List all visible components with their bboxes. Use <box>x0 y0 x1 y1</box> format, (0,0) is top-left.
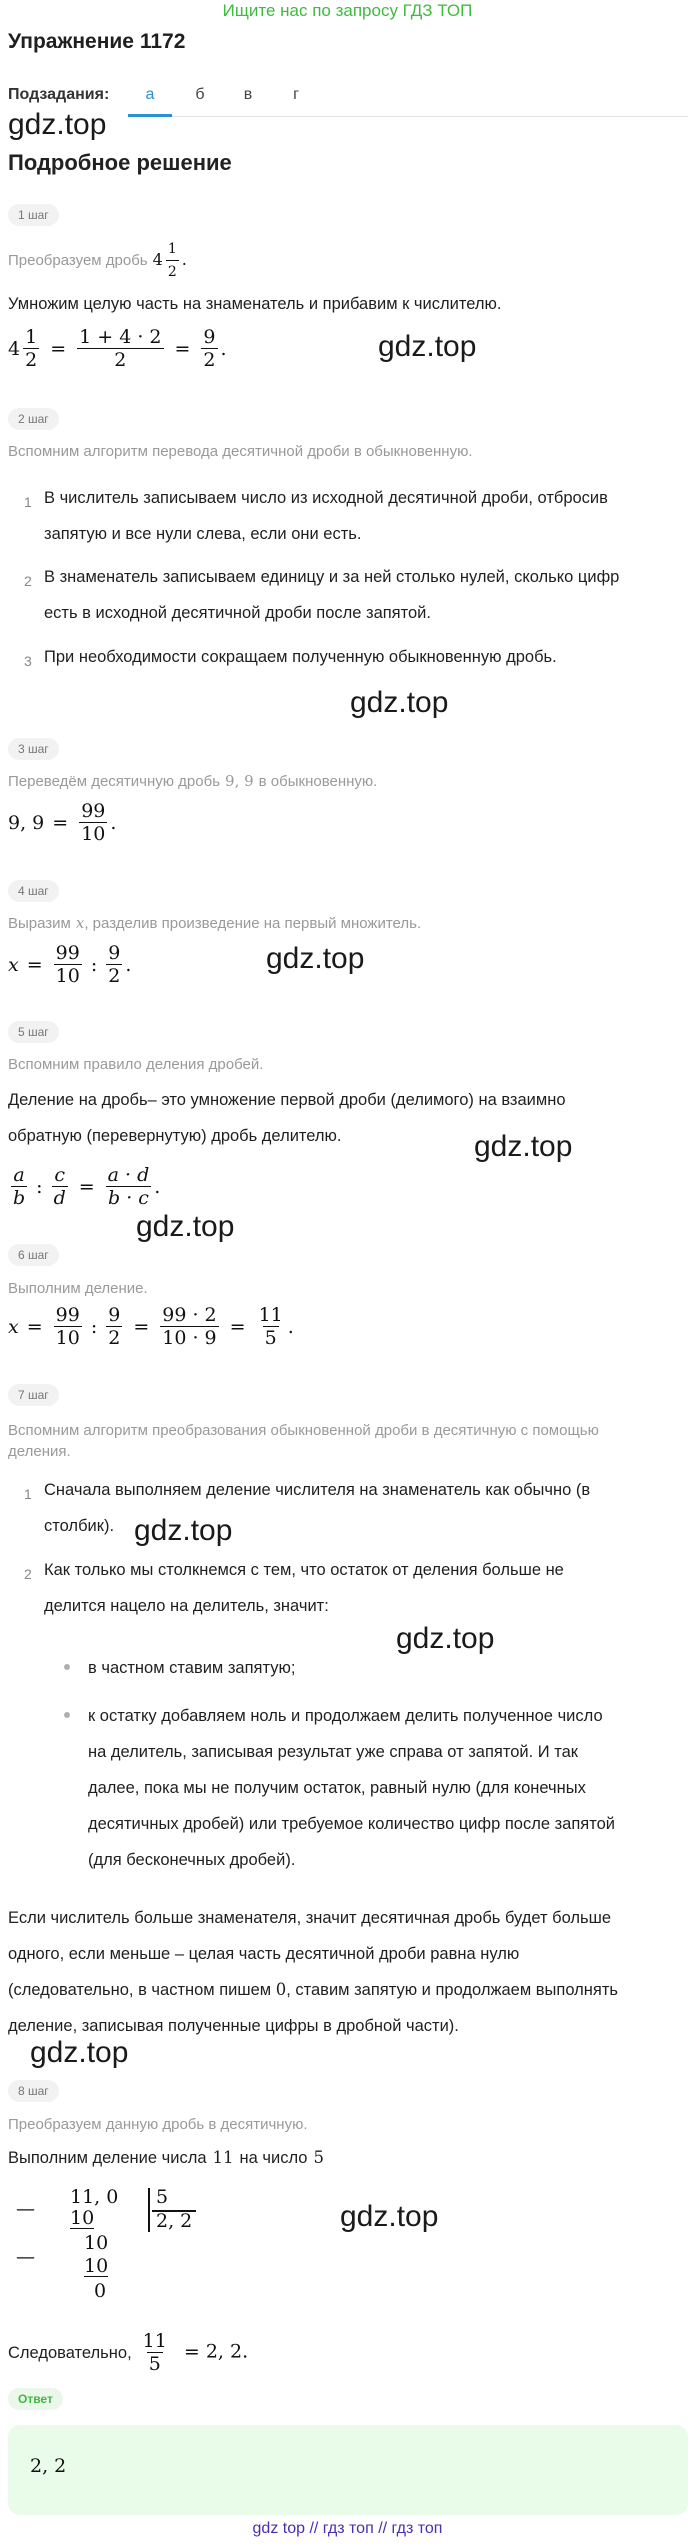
step-intro: Вспомним правило деления дробей. <box>8 1056 264 1073</box>
page-title: Упражнение 1172 <box>8 30 186 53</box>
watermark: gdz.top <box>134 1514 233 1547</box>
minus-sign: — <box>16 2198 35 2220</box>
formula: 4 $\frac{1}{2}$ = $\frac{1 + 4 \cdot 2}{2}$ = $\frac{9}{2}$ . <box>8 326 227 371</box>
step-badge: 1 шаг <box>8 204 59 226</box>
formula: 9, 9 = $\frac{99}{10}$ . <box>8 800 117 845</box>
formula: $\frac{a}{b}$ : $\frac{c}{d}$ = $\frac{a \cdot d}{b \cdot c}$ . <box>13 1164 161 1209</box>
step-badge: 2 шаг <box>8 408 59 430</box>
subtasks-label: Подзадания: <box>8 86 110 103</box>
quotient: 2, 2 <box>156 2210 193 2232</box>
division-bar <box>148 2188 150 2232</box>
step-badge: 7 шаг <box>8 1384 59 1406</box>
watermark: gdz.top <box>30 2036 129 2069</box>
watermark: gdz.top <box>350 686 449 719</box>
watermark: gdz.top <box>266 942 365 975</box>
subtrahend: 10 <box>84 2255 109 2277</box>
step-intro: Преобразуем дробь 4 $\frac{1}{2}$ . <box>8 238 187 283</box>
list-item: Как только мы столкнемся с тем, что остаток от деления больше не делится нацело на делитель, значит: <box>44 1561 564 1615</box>
watermark: gdz.top <box>8 108 107 141</box>
list-number: 3 <box>24 653 32 669</box>
watermark: gdz.top <box>340 2200 439 2233</box>
step-intro: Переведём десятичную дробь 9, 9 в обыкновенную. <box>8 772 378 790</box>
step-badge: 5 шаг <box>8 1021 59 1043</box>
step-intro: Вспомним алгоритм перевода десятичной дроби в обыкновенную. <box>8 443 473 460</box>
divisor: 5 <box>156 2186 169 2208</box>
step-intro: Выразим x , разделив произведение на первый множитель. <box>8 914 422 932</box>
list-item: В числитель записываем число из исходной десятичной дроби, отбросив запятую и все нули слева, если они есть. <box>44 489 608 543</box>
list-item: Сначала выполняем деление числителя на знаменатель как обычно (в столбик). <box>44 1481 591 1535</box>
tab-g[interactable]: г <box>293 86 299 103</box>
watermark: gdz.top <box>474 1130 573 1163</box>
top-banner[interactable]: Ищите нас по запросу ГДЗ ТОП <box>222 1 473 20</box>
long-division <box>10 2186 210 2326</box>
active-tab-indicator <box>128 114 172 117</box>
bullet-item: к остатку добавляем ноль и продолжаем делить полученное число на делитель, записывая результат уже справа от запятой. И так далее, пока мы не получим остаток, равный нулю (для конечных десятичных дробей) или требуемое количество цифр после запятой (для бесконечных дробей). <box>88 1707 615 1869</box>
tab-b[interactable]: б <box>195 86 205 103</box>
minus-sign: — <box>16 2246 35 2268</box>
step-intro: Выполним деление. <box>8 1280 148 1297</box>
remainder: 0 <box>94 2280 107 2302</box>
list-number: 1 <box>24 494 32 510</box>
formula: x = $\frac{99}{10}$ : $\frac{9}{2}$ . <box>8 942 132 987</box>
list-item: В знаменатель записываем единицу и за ней столько нулей, сколько цифр есть в исходной десятичной дроби после запятой. <box>44 568 620 622</box>
step-intro: Преобразуем данную дробь в десятичную. <box>8 2116 308 2133</box>
step-badge: 3 шаг <box>8 738 59 760</box>
step-badge: 4 шаг <box>8 880 59 902</box>
tab-a[interactable]: а <box>145 86 155 103</box>
step-intro: Вспомним алгоритм преобразования обыкновенной дроби в десятичную с помощью деления. <box>8 1422 599 1460</box>
answer-box <box>8 2425 688 2515</box>
list-number: 1 <box>24 1486 32 1502</box>
watermark: gdz.top <box>136 1210 235 1243</box>
list-number: 2 <box>24 1566 32 1582</box>
step-text: Деление на дробь– это умножение первой дроби (делимого) на взаимно обратную (перевернутую) дробь делителю. <box>8 1091 566 1145</box>
step-text: Выполним деление числа 11 на число 5 <box>8 2148 324 2167</box>
footer-links[interactable]: gdz top // гдз топ // гдз топ <box>252 2520 443 2537</box>
step-text: Умножим целую часть на знаменатель и прибавим к числителю. <box>8 295 502 313</box>
tab-v[interactable]: в <box>243 86 253 103</box>
remainder: 10 <box>84 2232 109 2254</box>
subtrahend: 10 <box>70 2207 95 2229</box>
answer-badge: Ответ <box>8 2388 63 2410</box>
bullet-dot <box>64 1664 70 1670</box>
watermark: gdz.top <box>396 1622 495 1655</box>
list-item: При необходимости сокращаем полученную обыкновенную дробь. <box>44 648 557 666</box>
step-paragraph: Если числитель больше знаменателя, значит десятичная дробь будет больше одного, если меньше – целая часть десятичной дроби равна нулю (следовательно, в частном пишем 0, ставим запятую и продолжаем выполнять деление, записывая полученные цифры в дробной части). <box>8 1909 618 2035</box>
answer-value: 2, 2 <box>30 2455 67 2477</box>
bullet-dot <box>64 1712 70 1718</box>
list-number: 2 <box>24 573 32 589</box>
bullet-item: в частном ставим запятую; <box>88 1659 296 1677</box>
step-badge: 8 шаг <box>8 2080 59 2102</box>
mixed-number: 4 $\frac{1}{2}$ . <box>153 238 187 283</box>
solution-heading: Подробное решение <box>8 150 232 175</box>
conclusion: Следовательно, $\frac{11}{5}$ = 2, 2. <box>8 2330 249 2375</box>
step-badge: 6 шаг <box>8 1244 59 1266</box>
formula: x = $\frac{99}{10}$ : $\frac{9}{2}$ = $\frac{99 \cdot 2}{10 \cdot 9}$ = $\frac{11}{5}$ . <box>8 1304 294 1349</box>
tabs-divider <box>128 116 688 117</box>
dividend: 11, 0 <box>70 2186 119 2208</box>
watermark: gdz.top <box>378 330 477 363</box>
